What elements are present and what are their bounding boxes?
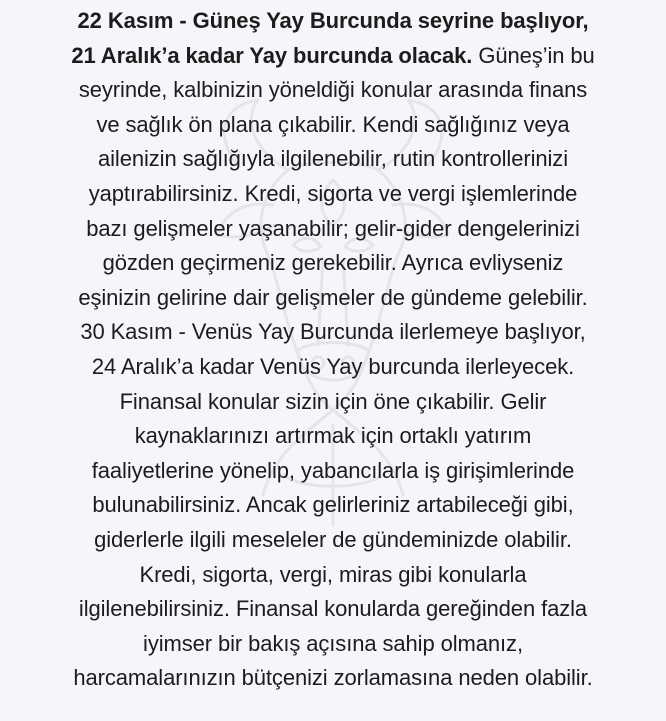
text-line — [0, 177, 666, 212]
text-line-regular: seyrinde, kalbinizin yöneldiği konular arasında finans — [78, 77, 588, 103]
text-line — [0, 385, 666, 420]
text-line — [0, 592, 666, 627]
text-line — [0, 488, 666, 523]
text-line — [0, 281, 666, 316]
text-line-regular: Güneş’in bu — [472, 42, 595, 68]
text-line — [0, 315, 666, 350]
text-line — [0, 246, 666, 281]
text-line — [0, 350, 666, 385]
text-line-regular: Kredi, sigorta, vergi, miras gibi konularla — [139, 561, 527, 587]
text-line-regular: eşinizin gelirine dair gelişmeler de gündeme gelebilir. — [78, 284, 588, 310]
text-line-regular: Finansal konular sizin için öne çıkabilir. Gelir — [119, 388, 547, 414]
text-line-bold: 22 Kasım - Güneş Yay Burcunda seyrine başlıyor, — [77, 8, 589, 33]
text-line — [0, 627, 666, 662]
text-line-regular: ailenizin sağlığıyla ilgilenebilir, rutin kontrollerinizi — [98, 146, 568, 172]
text-line — [0, 108, 666, 143]
text-line-regular: gözden geçirmeniz gerekebilir. Ayrıca evliyseniz — [102, 250, 564, 276]
text-line — [0, 454, 666, 489]
text-line-regular: harcamalarınızın bütçenizi zorlamasına neden olabilir. — [73, 665, 593, 691]
text-line-regular: iyimser bir bakış açısına sahip olmanız, — [143, 630, 523, 656]
text-line-regular: 30 Kasım - Venüs Yay Burcunda ilerlemeye başlıyor, — [80, 319, 586, 345]
text-line-regular: 24 Aralık’a kadar Venüs Yay burcunda ilerleyecek. — [91, 353, 575, 379]
text-line — [0, 558, 666, 593]
text-line — [0, 39, 666, 74]
text-line-bold: 21 Aralık’a kadar Yay burcunda olacak. — [71, 42, 473, 68]
text-line-regular: bazı gelişmeler yaşanabilir; gelir-gider dengelerinizi — [86, 215, 580, 241]
text-line-regular: faaliyetlerine yönelip, yabancılarla iş girişimlerinde — [91, 457, 575, 483]
text-line-regular: ilgilenebilirsiniz. Finansal konularda gereğinden fazla — [78, 596, 588, 622]
text-line-regular: giderlerle ilgili meseleler de gündeminizde olabilir. — [94, 526, 572, 552]
text-line-regular: kaynaklarınızı artırmak için ortaklı yatırım — [134, 423, 532, 449]
text-line — [0, 73, 666, 108]
text-line-regular: bulunabilirsiniz. Ancak gelirleriniz artabileceği gibi, — [92, 492, 574, 518]
horoscope-text-block — [0, 4, 666, 696]
text-line-regular: ve sağlık ön plana çıkabilir. Kendi sağlığınız veya — [96, 111, 570, 137]
text-line-regular: yaptırabilirsiniz. Kredi, sigorta ve vergi işlemlerinde — [88, 180, 578, 206]
text-line — [0, 523, 666, 558]
text-line — [0, 4, 666, 39]
text-line — [0, 212, 666, 247]
text-line — [0, 419, 666, 454]
text-line — [0, 142, 666, 177]
text-line — [0, 661, 666, 696]
